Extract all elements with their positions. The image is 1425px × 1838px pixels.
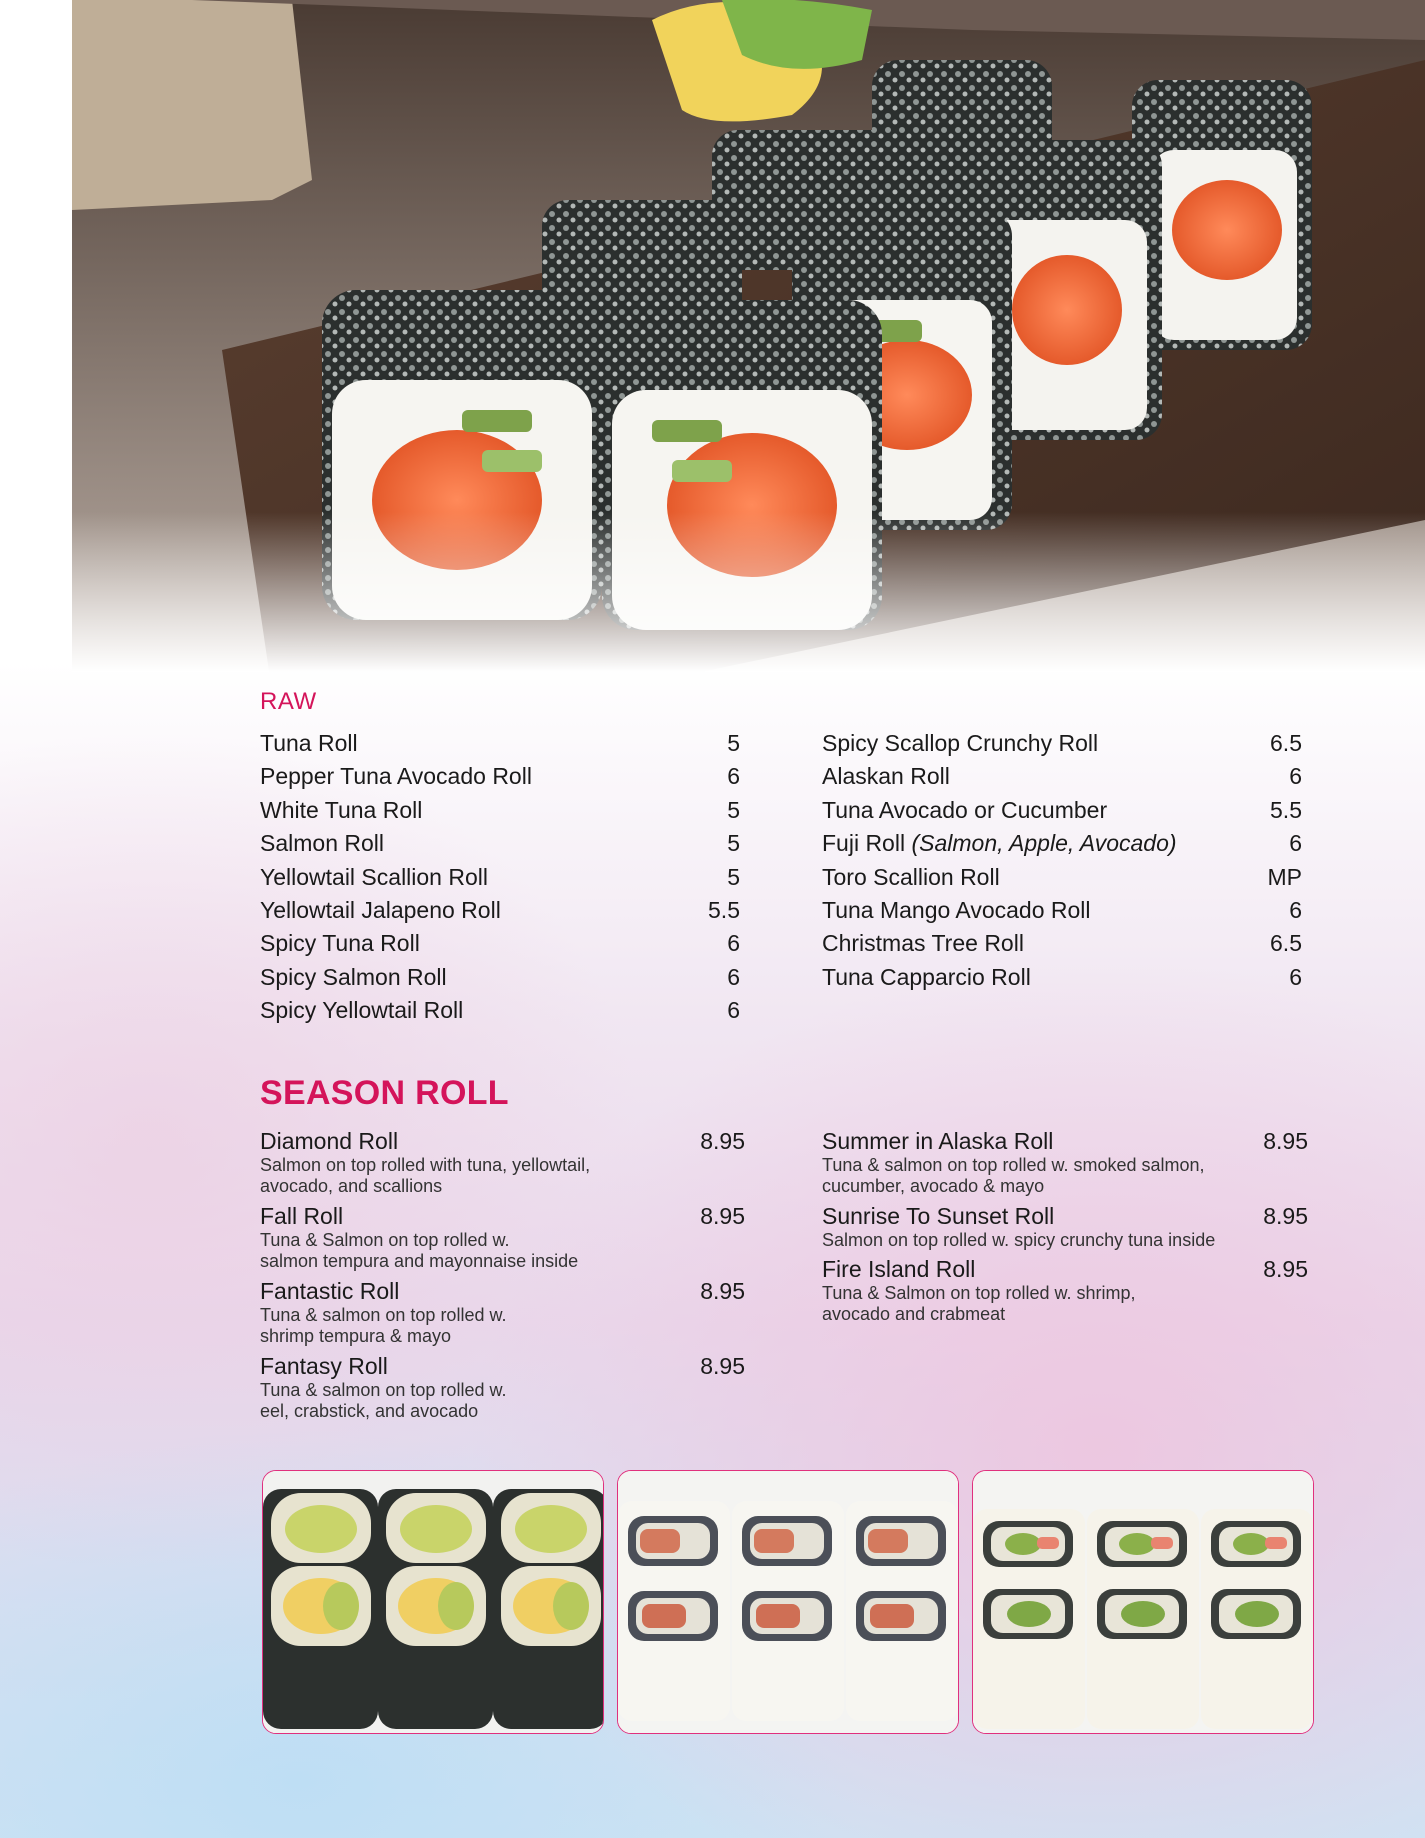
- menu-item-price: 8.95: [1263, 1256, 1308, 1282]
- raw-section-title: RAW: [260, 688, 317, 715]
- menu-item-price: 5.5: [708, 896, 740, 923]
- menu-item-description: (Salmon, Apple, Avocado): [911, 830, 1177, 857]
- menu-item-description: Tuna & Salmon on top rolled w. shrimp, avocado and crabmeat: [822, 1283, 1136, 1324]
- thumb-photo-avocado-maki: [262, 1470, 604, 1734]
- menu-item-description: Tuna & Salmon on top rolled w. salmon tempura and mayonnaise inside: [260, 1230, 579, 1271]
- thumb-photo-salmon-uramaki: [617, 1470, 959, 1734]
- menu-item-name: Christmas Tree Roll: [822, 930, 1024, 957]
- menu-item-name: Pepper Tuna Avocado Roll: [260, 763, 532, 790]
- season-menu-item: [822, 1256, 1308, 1325]
- menu-item-price: 6.5: [1270, 930, 1302, 957]
- menu-item-label: [260, 961, 447, 994]
- menu-item-price: 5: [727, 863, 740, 890]
- menu-item-price: 5.5: [1270, 796, 1302, 823]
- menu-item-price: 8.95: [1263, 1203, 1308, 1229]
- menu-item-label: [260, 727, 358, 760]
- season-item-header: [260, 1353, 745, 1380]
- season-item-header: [260, 1128, 745, 1155]
- menu-item-name: Salmon Roll: [260, 830, 384, 857]
- menu-item-name: Spicy Scallop Crunchy Roll: [822, 730, 1099, 756]
- menu-item-price: 6: [1289, 896, 1302, 923]
- menu-item-label: [822, 961, 1031, 994]
- menu-item-label: [822, 894, 1091, 927]
- menu-item-name: Toro Scallion Roll: [822, 863, 1000, 890]
- raw-right-column: [822, 727, 1302, 994]
- menu-item-name: Spicy Tuna Roll: [260, 930, 420, 957]
- menu-item-label: [822, 794, 1107, 827]
- menu-item: [822, 794, 1302, 827]
- menu-item-price: 6: [727, 930, 740, 957]
- menu-item-label: [822, 760, 950, 793]
- menu-item-label: [260, 894, 501, 927]
- menu-item: [822, 894, 1302, 927]
- menu-item-price: 8.95: [700, 1128, 745, 1154]
- menu-item: [260, 994, 740, 1027]
- menu-item-price: 6: [1289, 830, 1302, 857]
- menu-item-label: [260, 927, 420, 960]
- season-item-header: [822, 1203, 1308, 1230]
- menu-item: [260, 727, 740, 760]
- season-section-title: SEASON ROLL: [260, 1074, 509, 1112]
- hero-fade: [72, 512, 1425, 672]
- menu-item-price: MP: [1267, 863, 1302, 890]
- menu-item-price: 6: [727, 763, 740, 790]
- menu-item-label: [260, 861, 488, 894]
- menu-item-description: Tuna & salmon on top rolled w. shrimp tempura & mayo: [260, 1305, 507, 1346]
- menu-item-name: Spicy Salmon Roll: [260, 963, 447, 990]
- menu-item: [260, 760, 740, 793]
- season-menu-item: [260, 1353, 745, 1422]
- hero-photo: [72, 0, 1425, 672]
- menu-item-price: 5: [727, 796, 740, 823]
- season-item-header: [822, 1128, 1308, 1155]
- menu-item-label: [822, 927, 1024, 960]
- menu-item-name: Fantasy Roll: [260, 1353, 388, 1379]
- menu-item-name: Yellowtail Scallion Roll: [260, 863, 488, 890]
- menu-item-description: Salmon on top rolled with tuna, yellowtail, avocado, and scallions: [260, 1155, 591, 1196]
- season-item-header: [260, 1203, 745, 1230]
- season-menu-item: [260, 1128, 745, 1197]
- menu-item-price: 6.5: [1270, 730, 1302, 756]
- menu-item-price: 6: [1289, 763, 1302, 790]
- menu-item-label: [260, 994, 463, 1027]
- menu-item-name: Fantastic Roll: [260, 1278, 400, 1304]
- menu-item-label: [260, 827, 384, 860]
- raw-left-column: [260, 727, 740, 1028]
- menu-item-label: [260, 794, 422, 827]
- menu-item-price: 6: [727, 997, 740, 1024]
- menu-item: [822, 727, 1302, 760]
- season-menu-item: [260, 1203, 745, 1272]
- season-menu-item: [822, 1128, 1308, 1197]
- menu-item-price: 5: [727, 830, 740, 857]
- menu-item-name: Tuna Avocado or Cucumber: [822, 796, 1108, 823]
- menu-item-label: [822, 861, 1000, 894]
- menu-item-label: [822, 727, 1098, 760]
- season-menu-item: [260, 1278, 745, 1347]
- menu-item-name: Tuna Roll: [260, 730, 358, 756]
- menu-item-name: Spicy Yellowtail Roll: [260, 997, 464, 1024]
- menu-item-name: Fuji Roll: [822, 830, 912, 857]
- menu-item-name: Summer in Alaska Roll: [822, 1128, 1054, 1154]
- menu-item: [822, 961, 1302, 994]
- menu-item: [822, 827, 1302, 860]
- season-item-header: [822, 1256, 1308, 1283]
- season-menu-item: [822, 1203, 1308, 1251]
- menu-item-name: Fall Roll: [260, 1203, 344, 1229]
- menu-item: [260, 861, 740, 894]
- menu-item-price: 5: [727, 730, 740, 756]
- menu-item: [822, 927, 1302, 960]
- menu-item-name: Fire Island Roll: [822, 1256, 976, 1282]
- menu-item-name: Alaskan Roll: [822, 763, 950, 790]
- menu-item: [260, 827, 740, 860]
- menu-item: [260, 961, 740, 994]
- photo-strip: [262, 1470, 1312, 1734]
- season-item-header: [260, 1278, 745, 1305]
- menu-item-description: Tuna & salmon on top rolled w. smoked salmon, cucumber, avocado & mayo: [822, 1155, 1205, 1196]
- menu-item-name: White Tuna Roll: [260, 796, 423, 823]
- menu-item-name: Yellowtail Jalapeno Roll: [260, 896, 501, 923]
- menu-item-name: Tuna Mango Avocado Roll: [822, 896, 1091, 923]
- menu-item-name: Diamond Roll: [260, 1128, 399, 1154]
- menu-item-description: Salmon on top rolled w. spicy crunchy tuna inside: [822, 1230, 1216, 1250]
- menu-item: [260, 794, 740, 827]
- menu-item-label: [822, 827, 1177, 860]
- menu-item: [822, 760, 1302, 793]
- menu-item-name: Sunrise To Sunset Roll: [822, 1203, 1055, 1229]
- thumb-photo-california-roll: [972, 1470, 1314, 1734]
- menu-item-price: 8.95: [700, 1203, 745, 1229]
- menu-item-price: 8.95: [700, 1278, 745, 1304]
- menu-item: [260, 894, 740, 927]
- menu-item-price: 8.95: [700, 1353, 745, 1379]
- menu-item-price: 8.95: [1263, 1128, 1308, 1154]
- menu-item-name: Tuna Capparcio Roll: [822, 963, 1031, 990]
- menu-item: [260, 927, 740, 960]
- menu-item-price: 6: [727, 963, 740, 990]
- menu-item-price: 6: [1289, 963, 1302, 990]
- menu-item-label: [260, 760, 532, 793]
- menu-item-description: Tuna & salmon on top rolled w. eel, crabstick, and avocado: [260, 1380, 507, 1421]
- menu-item: [822, 861, 1302, 894]
